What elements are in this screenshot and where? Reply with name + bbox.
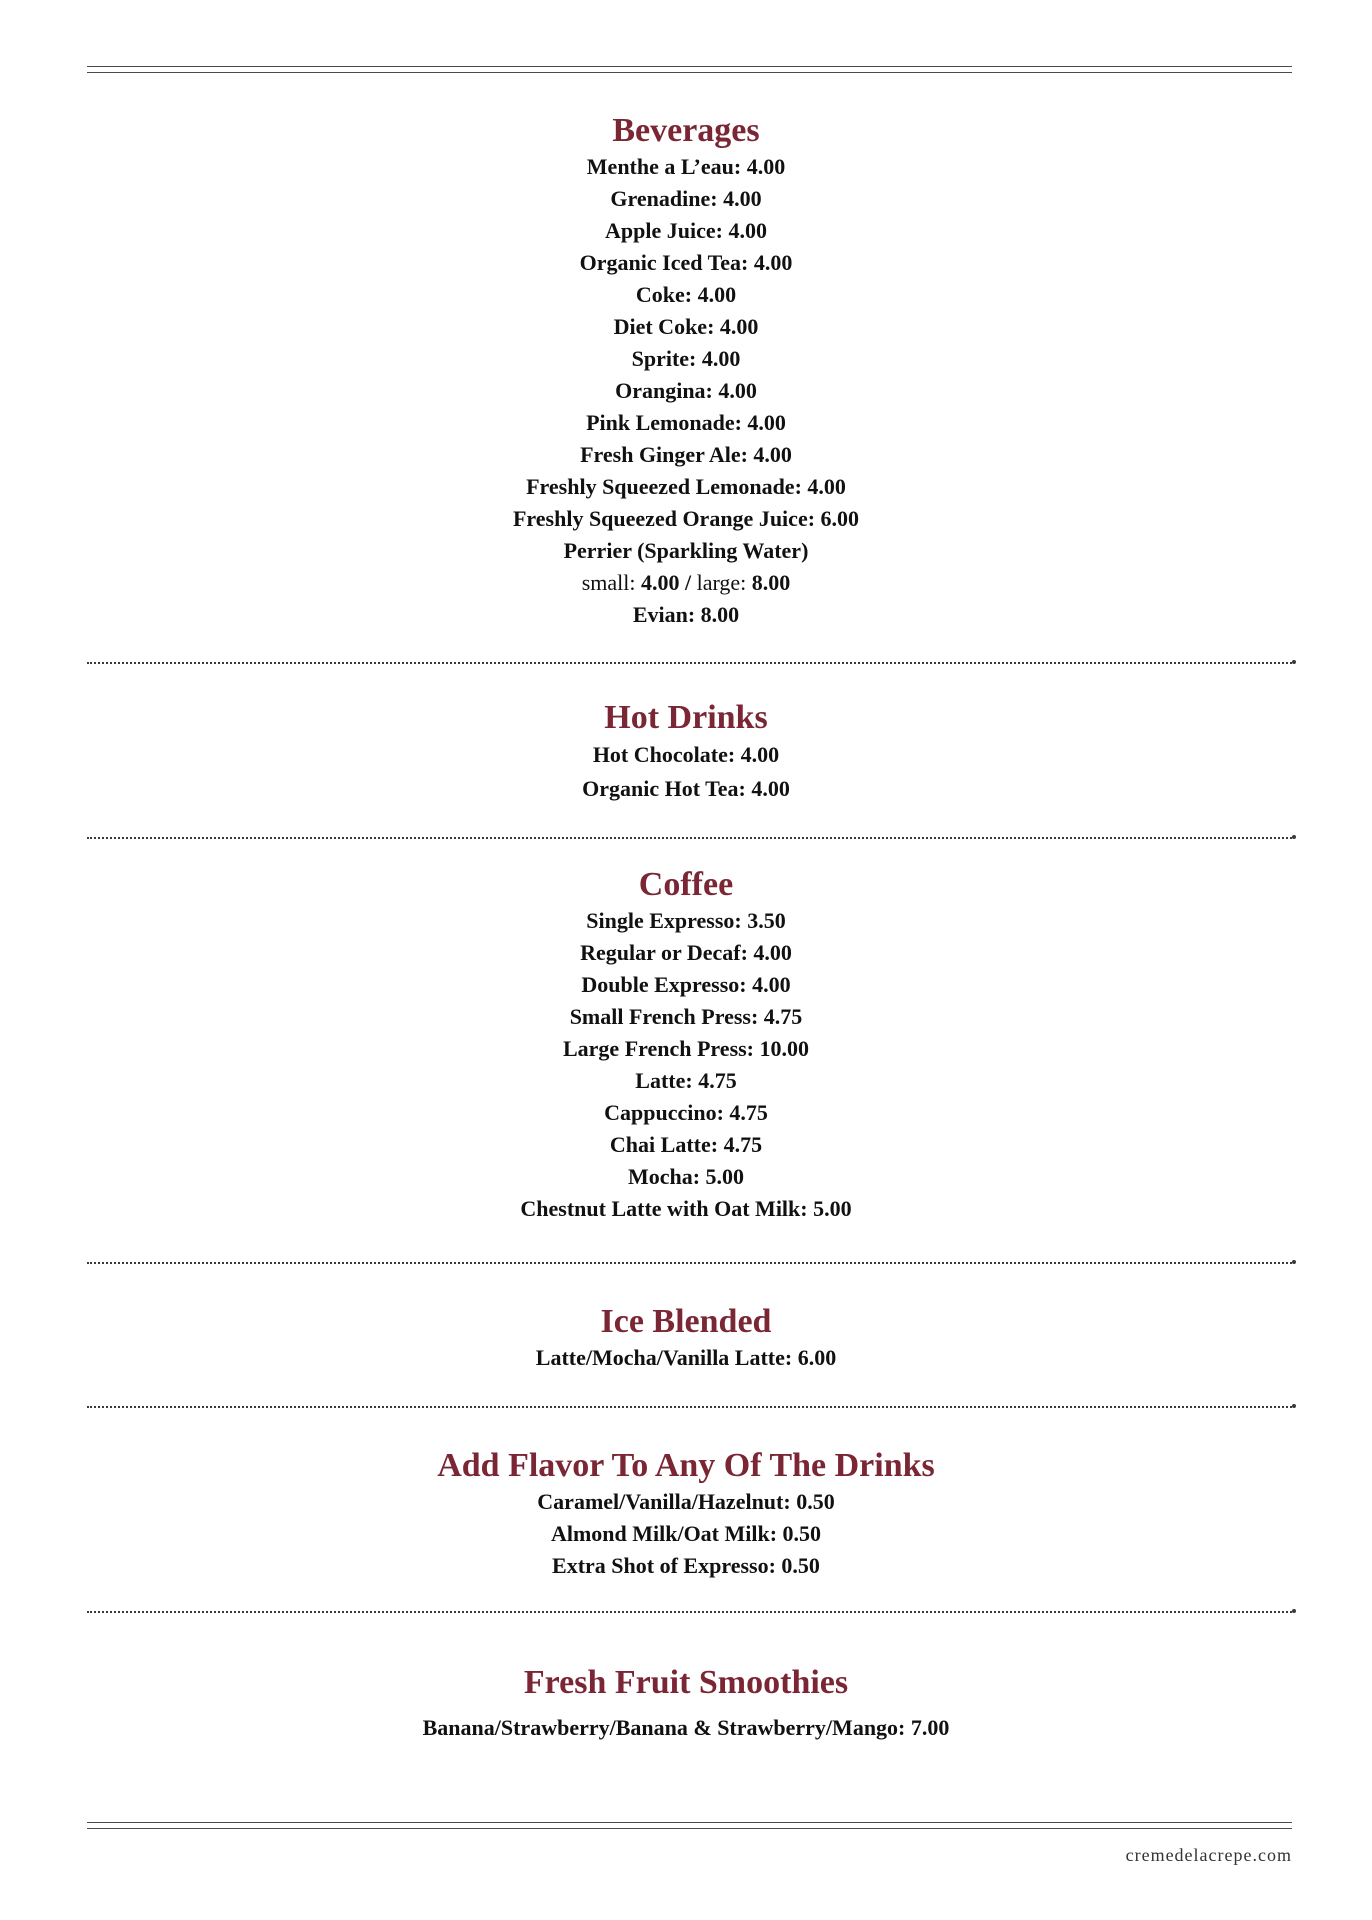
section-divider <box>87 662 1292 664</box>
menu-item: Freshly Squeezed Orange Juice: 6.00 <box>512 506 860 531</box>
menu-item: Perrier (Sparkling Water) <box>563 538 809 563</box>
menu-item: Double Expresso: 4.00 <box>581 972 791 997</box>
menu-item: Extra Shot of Expresso: 0.50 <box>552 1553 820 1578</box>
section-coffee <box>0 865 1372 1225</box>
rule-line <box>87 1822 1292 1823</box>
menu-item: Cappuccino: 4.75 <box>604 1100 768 1125</box>
ice-blended-list <box>0 1342 1372 1374</box>
menu-item: Fresh Ginger Ale: 4.00 <box>580 442 792 467</box>
section-title-hot-drinks: Hot Drinks <box>604 699 768 736</box>
menu-item: Hot Chocolate: 4.00 <box>592 742 780 767</box>
rule-line <box>87 72 1292 73</box>
section-divider <box>87 1611 1292 1613</box>
rule-line <box>87 1828 1292 1829</box>
menu-item: Latte/Mocha/Vanilla Latte: 6.00 <box>535 1345 837 1370</box>
size-large-price: 8.00 <box>751 570 791 595</box>
section-beverages <box>0 111 1372 631</box>
menu-item: Almond Milk/Oat Milk: 0.50 <box>550 1521 822 1546</box>
menu-item: Pink Lemonade: 4.00 <box>586 410 786 435</box>
coffee-list <box>0 905 1372 1225</box>
menu-item: Freshly Squeezed Lemonade: 4.00 <box>526 474 846 499</box>
menu-item: Sprite: 4.00 <box>631 346 741 371</box>
section-title-coffee: Coffee <box>638 866 734 903</box>
menu-item: Chai Latte: 4.75 <box>609 1132 763 1157</box>
smoothies-list <box>0 1711 1372 1745</box>
size-small-label: small: <box>581 570 636 595</box>
menu-item: Regular or Decaf: 4.00 <box>580 940 792 965</box>
menu-item: Single Expresso: 3.50 <box>586 908 786 933</box>
menu-item: Orangina: 4.00 <box>615 378 757 403</box>
rule-line <box>87 66 1292 67</box>
menu-item: Chestnut Latte with Oat Milk: 5.00 <box>520 1196 852 1221</box>
add-flavor-list <box>0 1486 1372 1582</box>
section-title-ice-blended: Ice Blended <box>600 1303 772 1340</box>
section-divider <box>87 1262 1292 1264</box>
section-title-add-flavor: Add Flavor To Any Of The Drinks <box>437 1447 935 1484</box>
section-add-flavor <box>0 1446 1372 1582</box>
menu-item: Diet Coke: 4.00 <box>613 314 759 339</box>
menu-item: Organic Hot Tea: 4.00 <box>582 776 790 801</box>
menu-item: Mocha: 5.00 <box>627 1164 745 1189</box>
menu-item: Apple Juice: 4.00 <box>605 218 767 243</box>
section-title-beverages: Beverages <box>612 112 760 149</box>
section-ice-blended <box>0 1302 1372 1374</box>
section-divider <box>87 1406 1292 1408</box>
section-hot-drinks <box>0 698 1372 806</box>
section-smoothies <box>0 1663 1372 1745</box>
menu-item: Banana/Strawberry/Banana & Strawberry/Mango: 7.00 <box>422 1715 950 1740</box>
hot-drinks-list <box>0 738 1372 806</box>
website-url: cremedelacrepe.com <box>1125 1845 1292 1865</box>
menu-item: Grenadine: 4.00 <box>610 186 762 211</box>
menu-item: Caramel/Vanilla/Hazelnut: 0.50 <box>537 1489 835 1514</box>
menu-item: Evian: 8.00 <box>632 602 740 627</box>
bottom-double-rule <box>87 1822 1292 1829</box>
menu-item: Coke: 4.00 <box>635 282 737 307</box>
menu-item: Small French Press: 4.75 <box>569 1004 803 1029</box>
size-small-price: 4.00 <box>640 570 680 595</box>
top-double-rule <box>87 66 1292 73</box>
menu-item: Organic Iced Tea: 4.00 <box>579 250 793 275</box>
section-title-smoothies: Fresh Fruit Smoothies <box>523 1664 849 1701</box>
beverages-list <box>0 151 1372 631</box>
section-divider <box>87 837 1292 839</box>
size-large-label: large: <box>696 570 747 595</box>
menu-item: Latte: 4.75 <box>635 1068 737 1093</box>
menu-item: Large French Press: 10.00 <box>562 1036 810 1061</box>
size-separator: / <box>684 570 692 595</box>
perrier-sizes <box>0 567 1372 599</box>
menu-item: Menthe a L’eau: 4.00 <box>586 154 786 179</box>
